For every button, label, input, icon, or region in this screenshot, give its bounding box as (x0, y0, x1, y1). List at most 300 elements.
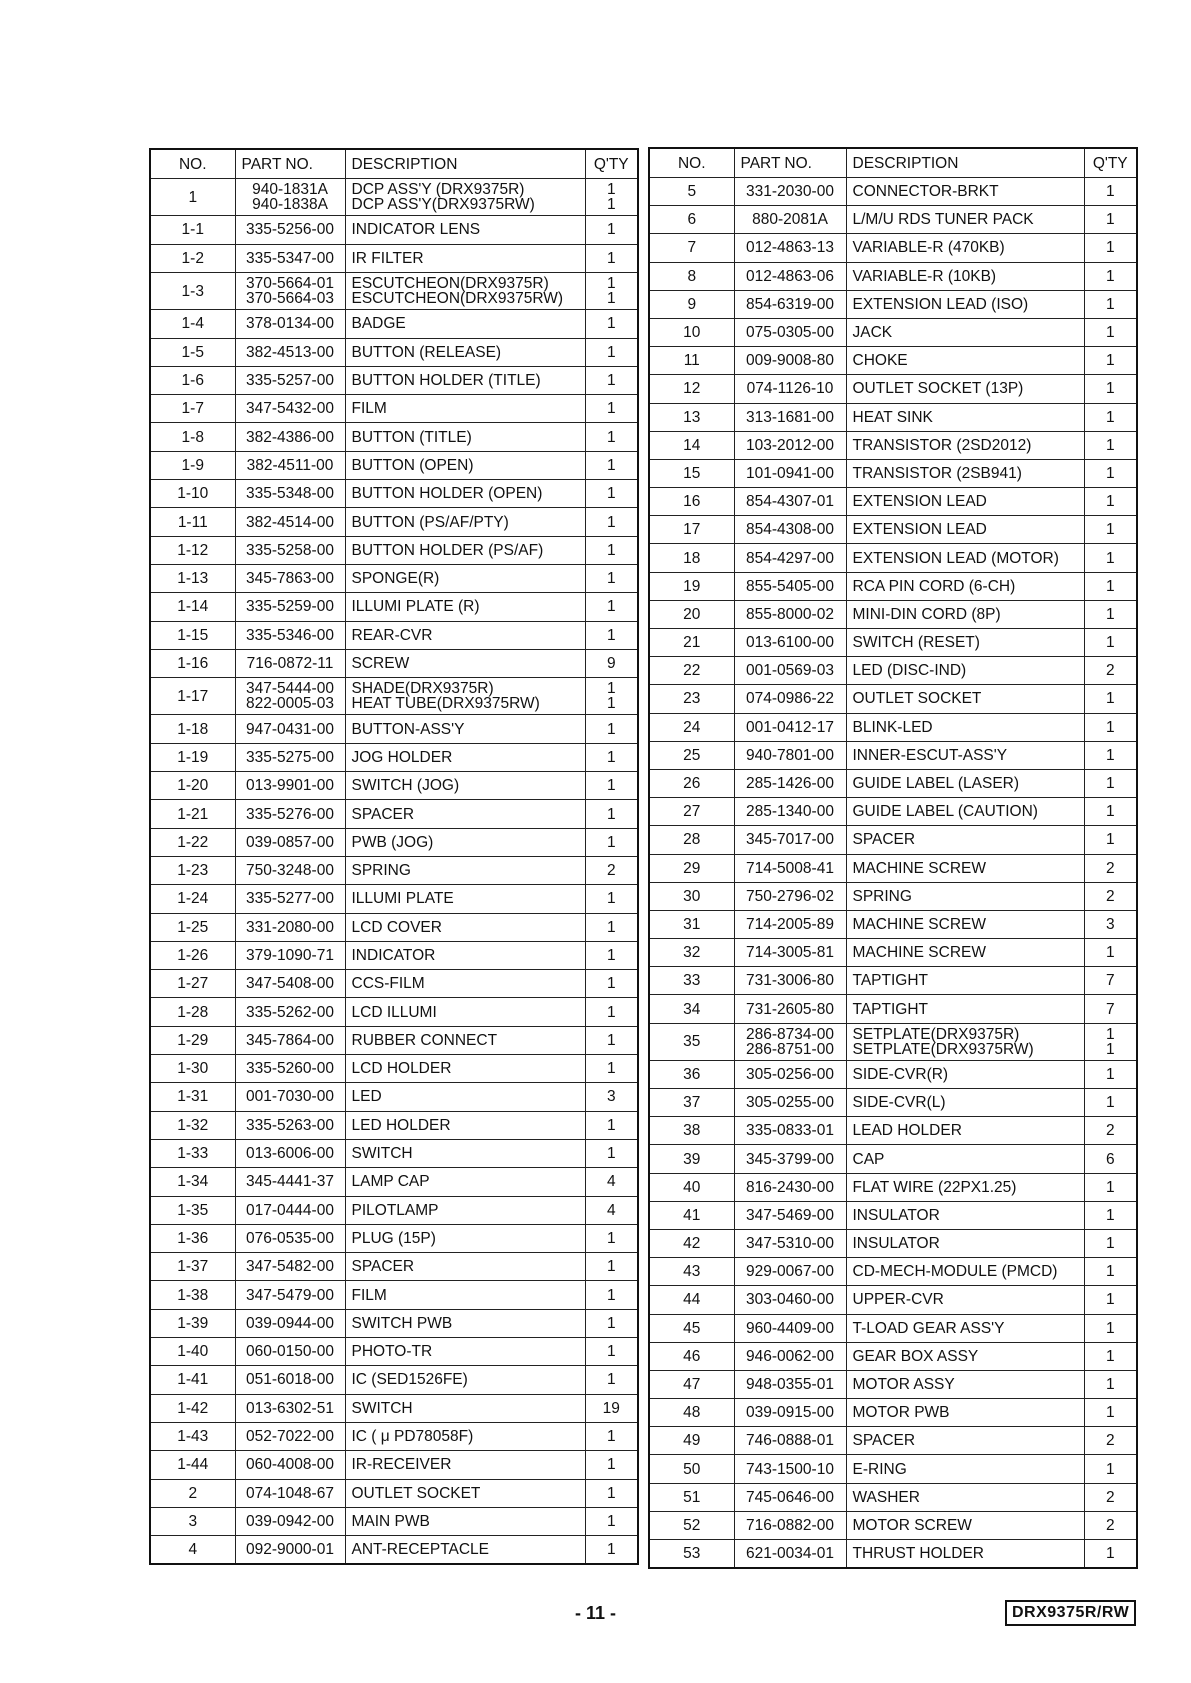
row-qty (585, 179, 638, 216)
table-row (649, 488, 1137, 516)
row-part-no-line: 854-6319-00 (746, 295, 834, 313)
row-qty-line: 6 (1105, 1150, 1115, 1168)
row-qty-line: 1 (606, 196, 616, 214)
row-description (345, 216, 585, 244)
row-description-line: SPRING (351, 862, 411, 880)
row-description-line: SIDE-CVR(L) (852, 1094, 946, 1112)
row-description (345, 1451, 585, 1479)
row-part-no (734, 516, 846, 544)
row-description-line: IC (SED1526FE) (351, 1371, 468, 1389)
table-row (150, 1196, 638, 1224)
row-description-line: BUTTON HOLDER (OPEN) (351, 485, 543, 503)
row-qty (1084, 488, 1137, 516)
row-description-line: LAMP CAP (351, 1173, 430, 1191)
table-header-row (649, 148, 1137, 178)
row-description-line: BLINK-LED (852, 718, 933, 736)
row-part-no-line: 013-6006-00 (246, 1145, 334, 1163)
row-qty (585, 856, 638, 884)
row-qty-line: 1 (606, 372, 616, 390)
row-no: 1-6 (150, 366, 235, 394)
row-part-no-line: 382-4513-00 (246, 343, 334, 361)
row-qty-line: 1 (1105, 1291, 1115, 1309)
table-row (150, 1083, 638, 1111)
table-row (649, 403, 1137, 431)
row-part-no-line: 051-6018-00 (246, 1371, 334, 1389)
row-part-no-line: 929-0067-00 (746, 1263, 834, 1281)
table-row (150, 856, 638, 884)
row-part-no (235, 1253, 345, 1281)
row-qty (1084, 347, 1137, 375)
row-description (846, 488, 1084, 516)
row-description (345, 1224, 585, 1252)
col-header-qty: Q'TY (1084, 148, 1137, 178)
row-description-line: EXTENSION LEAD (852, 521, 987, 539)
table-row (649, 1399, 1137, 1427)
table-row (649, 1258, 1137, 1286)
row-description-line: ANT-RECEPTACLE (351, 1540, 490, 1558)
row-qty (1084, 1483, 1137, 1511)
table-row (150, 1338, 638, 1366)
row-qty-line: 1 (1105, 239, 1115, 257)
row-description (345, 366, 585, 394)
table-row (649, 234, 1137, 262)
table-row (649, 1229, 1137, 1257)
row-qty-line: 1 (606, 1371, 616, 1389)
row-qty (1084, 1060, 1137, 1088)
row-no: 1-38 (150, 1281, 235, 1309)
row-description (345, 310, 585, 338)
row-part-no (235, 1507, 345, 1535)
row-part-no-line: 946-0062-00 (746, 1347, 834, 1365)
table-row (649, 1540, 1137, 1568)
row-part-no-line: 347-5482-00 (246, 1258, 334, 1276)
row-part-no (734, 1455, 846, 1483)
row-no: 1-39 (150, 1309, 235, 1337)
row-part-no-line: 345-7863-00 (246, 570, 334, 588)
row-no: 1-25 (150, 913, 235, 941)
table-row (150, 244, 638, 272)
table-row (649, 798, 1137, 826)
row-no: 1-22 (150, 828, 235, 856)
row-qty-line: 1 (1105, 352, 1115, 370)
row-description-line: LED (DISC-IND) (852, 662, 967, 680)
row-no: 1 (150, 179, 235, 216)
row-part-no (734, 685, 846, 713)
row-no: 1-7 (150, 395, 235, 423)
row-qty-line: 1 (606, 221, 616, 239)
table-row (649, 544, 1137, 572)
row-description-line: MOTOR PWB (852, 1404, 950, 1422)
row-description (846, 629, 1084, 657)
row-no: 37 (649, 1089, 734, 1117)
row-qty (585, 1507, 638, 1535)
row-qty-line: 1 (1105, 831, 1115, 849)
row-qty-line: 1 (1105, 775, 1115, 793)
row-no: 1-15 (150, 621, 235, 649)
row-qty-line: 1 (606, 1484, 616, 1502)
row-no: 53 (649, 1540, 734, 1568)
row-description (846, 741, 1084, 769)
row-part-no (235, 451, 345, 479)
row-part-no (235, 179, 345, 216)
row-part-no-line: 370-5664-03 (246, 290, 334, 308)
row-description (345, 649, 585, 677)
table-row (649, 1483, 1137, 1511)
row-no: 1-9 (150, 451, 235, 479)
table-row (649, 629, 1137, 657)
table-row (150, 1026, 638, 1054)
table-row (150, 1309, 638, 1337)
row-part-no (734, 995, 846, 1023)
row-qty-line: 1 (606, 400, 616, 418)
row-qty-line: 1 (606, 570, 616, 588)
row-qty (1084, 939, 1137, 967)
row-qty (585, 1083, 638, 1111)
table-row (150, 1224, 638, 1252)
row-part-no-line: 716-0872-11 (246, 654, 334, 672)
row-qty (1084, 234, 1137, 262)
row-qty-line: 1 (606, 720, 616, 738)
row-qty (1084, 910, 1137, 938)
row-part-no (734, 1511, 846, 1539)
row-qty-line: 1 (606, 513, 616, 531)
table-row (150, 179, 638, 216)
row-qty-line: 1 (606, 1286, 616, 1304)
parts-table-left (149, 148, 639, 1565)
row-description (846, 1286, 1084, 1314)
table-row (150, 941, 638, 969)
row-part-no-line: 335-5277-00 (246, 890, 334, 908)
table-row (150, 1394, 638, 1422)
row-qty-line: 1 (606, 343, 616, 361)
row-no: 1-34 (150, 1168, 235, 1196)
row-qty-line: 1 (1105, 605, 1115, 623)
row-part-no-line: 716-0882-00 (746, 1516, 834, 1534)
row-qty (1084, 826, 1137, 854)
row-qty (585, 1111, 638, 1139)
row-no: 14 (649, 431, 734, 459)
row-description-line: LCD HOLDER (351, 1060, 452, 1078)
row-part-no-line: 940-7801-00 (746, 746, 834, 764)
row-no: 1-14 (150, 593, 235, 621)
row-part-no-line: 009-9008-80 (746, 352, 834, 370)
row-no: 1-8 (150, 423, 235, 451)
row-description-line: BUTTON (RELEASE) (351, 343, 502, 361)
table-row (649, 1286, 1137, 1314)
row-description-line: TAPTIGHT (852, 1000, 928, 1018)
row-part-no-line: 854-4307-01 (746, 493, 834, 511)
row-part-no-line: 017-0444-00 (246, 1201, 334, 1219)
row-description (345, 621, 585, 649)
table-row (150, 216, 638, 244)
row-description-line: INDICATOR LENS (351, 221, 481, 239)
table-row (649, 178, 1137, 206)
row-description (846, 995, 1084, 1023)
row-qty (1084, 206, 1137, 234)
row-part-no-line: 286-8751-00 (746, 1040, 834, 1058)
row-part-no (235, 216, 345, 244)
row-part-no-line: 335-5263-00 (246, 1116, 334, 1134)
row-description (846, 431, 1084, 459)
row-description (846, 882, 1084, 910)
row-description-line: OUTLET SOCKET (351, 1484, 481, 1502)
row-qty (1084, 600, 1137, 628)
row-qty-line: 1 (606, 777, 616, 795)
row-part-no-line: 001-0412-17 (746, 718, 834, 736)
row-qty (585, 1055, 638, 1083)
row-description-line: BUTTON-ASS'Y (351, 720, 465, 738)
row-part-no-line: 060-4008-00 (246, 1456, 334, 1474)
row-description-line: TRANSISTOR (2SD2012) (852, 436, 1032, 454)
row-no: 1-29 (150, 1026, 235, 1054)
row-part-no-line: 335-5347-00 (246, 249, 334, 267)
row-description-line: LED (351, 1088, 382, 1106)
row-part-no (734, 318, 846, 346)
table-row (150, 970, 638, 998)
row-part-no-line: 750-2796-02 (746, 887, 834, 905)
row-no: 2 (150, 1479, 235, 1507)
row-part-no (734, 262, 846, 290)
row-no: 51 (649, 1483, 734, 1511)
table-row (150, 451, 638, 479)
row-qty (585, 800, 638, 828)
row-qty (1084, 1258, 1137, 1286)
row-description (345, 1366, 585, 1394)
row-part-no-line: 331-2030-00 (746, 183, 834, 201)
row-part-no-line: 714-2005-89 (746, 915, 834, 933)
row-part-no-line: 075-0305-00 (746, 324, 834, 342)
row-qty (585, 828, 638, 856)
row-description (846, 1089, 1084, 1117)
table-row (150, 743, 638, 771)
row-part-no (734, 544, 846, 572)
row-qty (585, 743, 638, 771)
row-qty (1084, 1314, 1137, 1342)
row-qty (585, 423, 638, 451)
row-part-no (235, 1394, 345, 1422)
table-row (150, 395, 638, 423)
row-description-line: INDICATOR (351, 947, 436, 964)
row-part-no-line: 345-3799-00 (746, 1150, 834, 1168)
row-qty-line: 1 (1105, 521, 1115, 539)
row-part-no-line: 370-5664-01 (246, 275, 334, 293)
row-qty (1084, 1145, 1137, 1173)
table-row (649, 1145, 1137, 1173)
row-no: 40 (649, 1173, 734, 1201)
row-no: 52 (649, 1511, 734, 1539)
parts-table-right (648, 147, 1138, 1569)
row-description-line: SHADE(DRX9375R) (351, 680, 494, 698)
row-part-no (235, 800, 345, 828)
row-qty-line: 1 (606, 1003, 616, 1021)
row-description (345, 800, 585, 828)
row-no: 39 (649, 1145, 734, 1173)
row-part-no (734, 1427, 846, 1455)
row-part-no (734, 1370, 846, 1398)
row-part-no (235, 1224, 345, 1252)
row-qty (585, 1451, 638, 1479)
row-part-no-line: 013-9901-00 (246, 777, 334, 795)
row-qty-line: 1 (606, 290, 616, 308)
row-part-no-line: 854-4308-00 (746, 521, 834, 539)
row-description (846, 1258, 1084, 1286)
row-no: 19 (649, 572, 734, 600)
row-description-line: BUTTON HOLDER (TITLE) (351, 372, 541, 390)
table-row (150, 593, 638, 621)
row-qty (1084, 1540, 1137, 1568)
row-qty-line: 1 (1105, 436, 1115, 454)
row-description-line: SPRING (852, 887, 912, 905)
row-part-no-line: 948-0355-01 (746, 1376, 834, 1393)
row-part-no (734, 206, 846, 234)
table-row (649, 1455, 1137, 1483)
row-qty-line: 1 (606, 598, 616, 616)
row-part-no (734, 741, 846, 769)
table-row (150, 310, 638, 338)
row-qty (1084, 967, 1137, 995)
row-description (846, 516, 1084, 544)
row-description-line: INSULATOR (852, 1206, 940, 1224)
row-part-no-line: 335-5259-00 (246, 598, 334, 616)
row-part-no-line: 012-4863-06 (746, 267, 834, 285)
row-no: 18 (649, 544, 734, 572)
row-no: 3 (150, 1507, 235, 1535)
table-row (649, 657, 1137, 685)
table-row (150, 1253, 638, 1281)
row-part-no (734, 769, 846, 797)
row-part-no (235, 649, 345, 677)
row-no: 21 (649, 629, 734, 657)
row-part-no-line: 012-4863-13 (746, 239, 834, 257)
row-part-no-line: 714-3005-81 (746, 944, 834, 962)
row-part-no (734, 347, 846, 375)
row-no: 1-33 (150, 1139, 235, 1167)
row-part-no (734, 431, 846, 459)
row-part-no-line: 855-8000-02 (746, 605, 834, 623)
row-description-line: SPONGE(R) (351, 570, 440, 588)
table-row (150, 366, 638, 394)
row-description (345, 970, 585, 998)
row-description (345, 480, 585, 508)
row-part-no-line: 347-5432-00 (246, 400, 334, 418)
row-no: 10 (649, 318, 734, 346)
row-no: 1-37 (150, 1253, 235, 1281)
row-qty-line: 7 (1105, 972, 1115, 990)
row-qty (1084, 178, 1137, 206)
row-qty-line: 1 (1105, 746, 1115, 764)
row-part-no (235, 272, 345, 309)
row-no: 4 (150, 1536, 235, 1564)
row-qty (585, 1394, 638, 1422)
row-part-no-line: 335-5262-00 (246, 1003, 334, 1021)
table-row (150, 338, 638, 366)
row-qty-line: 1 (606, 456, 616, 474)
table-row (649, 741, 1137, 769)
row-qty (585, 244, 638, 272)
row-description (345, 272, 585, 309)
table-row (649, 262, 1137, 290)
row-description-line: L/M/U RDS TUNER PACK (852, 211, 1034, 229)
row-no: 31 (649, 910, 734, 938)
table-row (150, 913, 638, 941)
row-qty (585, 451, 638, 479)
row-qty-line: 1 (1105, 324, 1115, 342)
row-qty-line: 9 (606, 654, 616, 672)
row-description-line: IC ( μ PD78058F) (351, 1428, 474, 1446)
row-description (345, 451, 585, 479)
row-description (846, 967, 1084, 995)
row-qty (1084, 1117, 1137, 1145)
row-qty-line: 1 (606, 485, 616, 503)
row-description (846, 854, 1084, 882)
row-qty (1084, 882, 1137, 910)
row-part-no-line: 347-5408-00 (246, 975, 334, 993)
table-row (150, 772, 638, 800)
row-part-no-line: 855-5405-00 (746, 577, 834, 595)
row-qty (585, 216, 638, 244)
row-no: 1-20 (150, 772, 235, 800)
table-row (649, 995, 1137, 1023)
row-description (345, 1536, 585, 1564)
table-row (649, 854, 1137, 882)
row-qty-line: 1 (1105, 1404, 1115, 1422)
row-qty (585, 621, 638, 649)
row-part-no-line: 379-1090-71 (246, 947, 334, 964)
row-description (345, 1111, 585, 1139)
row-qty (1084, 1455, 1137, 1483)
row-part-no-line: 013-6302-51 (246, 1399, 334, 1417)
row-qty-line: 1 (1105, 634, 1115, 652)
row-qty-line: 1 (606, 833, 616, 851)
row-part-no-line: 335-5258-00 (246, 541, 334, 559)
row-qty-line: 1 (1105, 1206, 1115, 1224)
row-part-no-line: 039-0915-00 (746, 1404, 834, 1422)
row-qty-line: 1 (606, 1512, 616, 1530)
row-qty-line: 7 (1105, 1000, 1115, 1018)
row-no: 1-40 (150, 1338, 235, 1366)
table-row (649, 1089, 1137, 1117)
row-description-line: OUTLET SOCKET (13P) (852, 380, 1024, 398)
row-part-no-line: 335-0833-01 (746, 1122, 834, 1140)
table-row (150, 998, 638, 1026)
row-qty (585, 366, 638, 394)
row-qty (585, 1422, 638, 1450)
table-row (150, 536, 638, 564)
row-part-no-line: 621-0034-01 (746, 1544, 834, 1562)
table-row (649, 1201, 1137, 1229)
row-description (345, 913, 585, 941)
row-qty (585, 1479, 638, 1507)
col-header-description: DESCRIPTION (345, 149, 585, 179)
row-part-no (734, 657, 846, 685)
row-description (345, 179, 585, 216)
row-part-no-line: 285-1340-00 (746, 803, 834, 821)
row-qty (1084, 544, 1137, 572)
row-description-line: HEAT TUBE(DRX9375RW) (351, 695, 540, 713)
row-part-no (235, 913, 345, 941)
row-description (846, 262, 1084, 290)
row-description (345, 1253, 585, 1281)
row-description-line: GEAR BOX ASSY (852, 1347, 979, 1365)
row-part-no (734, 1173, 846, 1201)
row-no: 47 (649, 1370, 734, 1398)
row-part-no-line: 335-5348-00 (246, 485, 334, 503)
row-part-no-line: 745-0646-00 (746, 1488, 834, 1506)
row-part-no (235, 480, 345, 508)
row-description (846, 234, 1084, 262)
row-no: 1-21 (150, 800, 235, 828)
row-part-no (734, 1399, 846, 1427)
